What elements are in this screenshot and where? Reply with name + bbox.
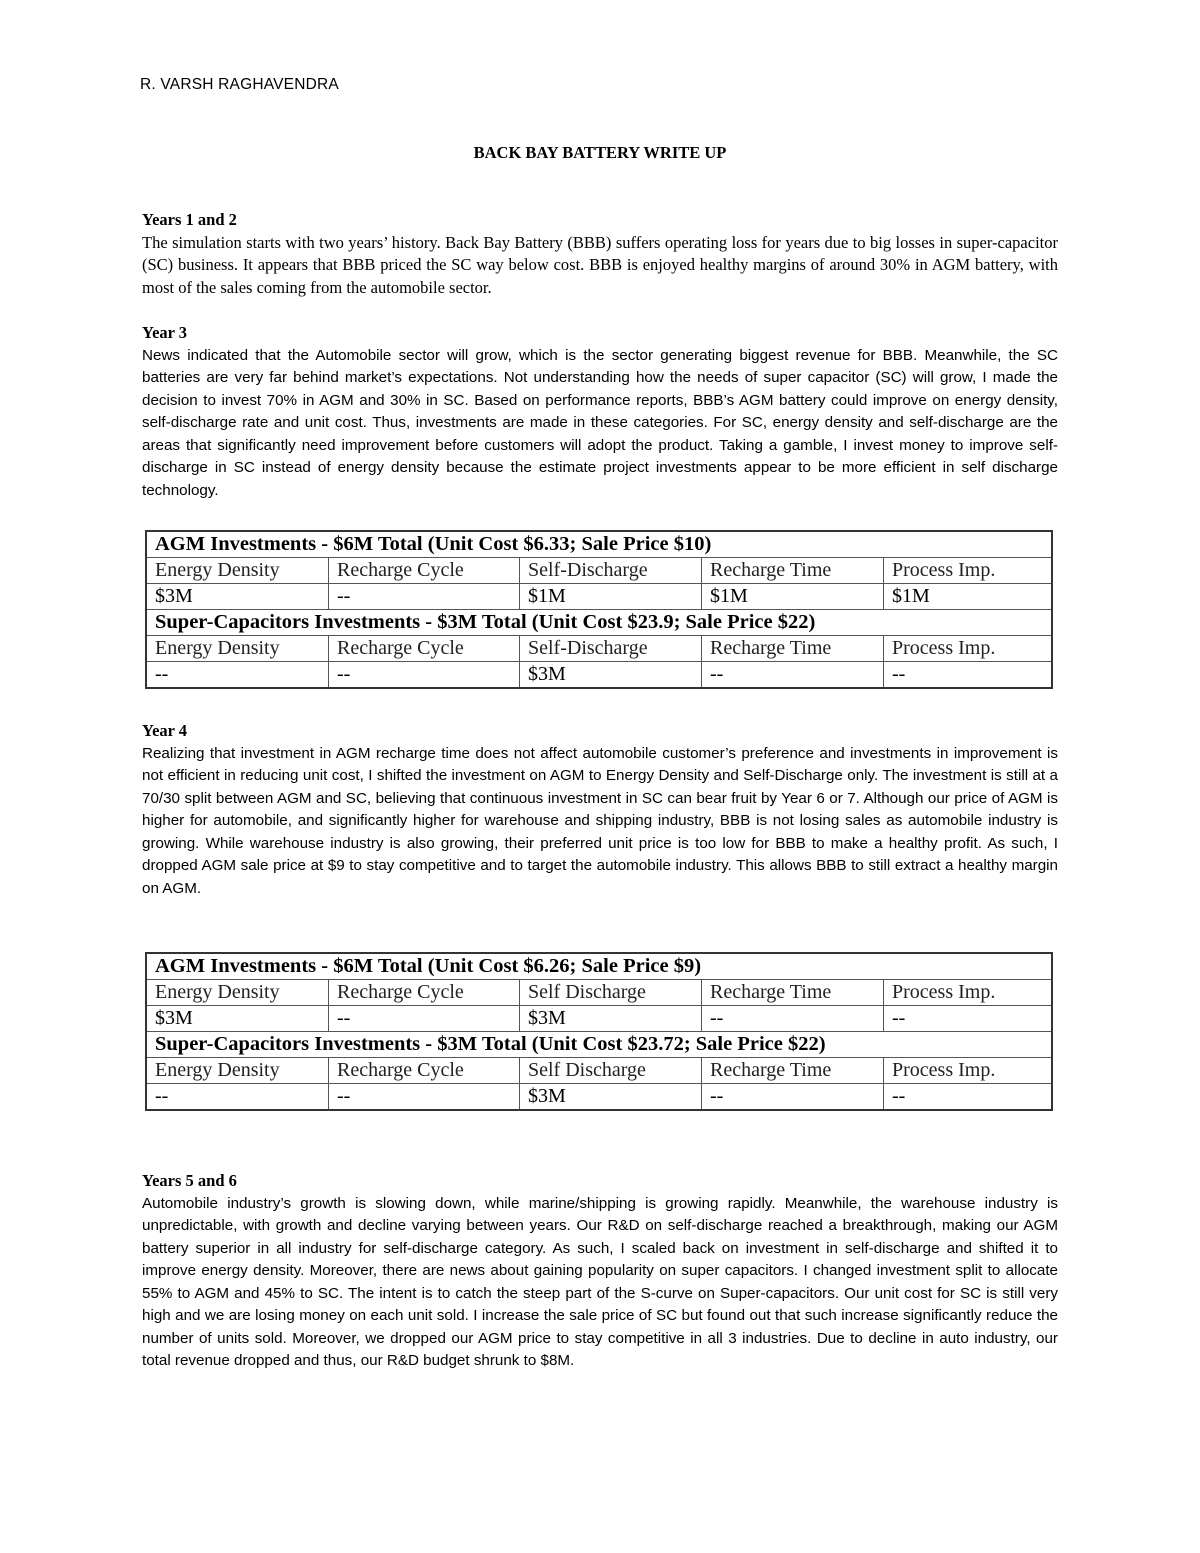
table-cell: $3M <box>520 1006 702 1032</box>
table-cell: $3M <box>146 584 329 610</box>
table-header-cell: Self-Discharge <box>520 636 702 662</box>
table-cell: $3M <box>146 1006 329 1032</box>
table-cell: -- <box>884 1006 1053 1032</box>
table-header-cell: Recharge Cycle <box>329 636 520 662</box>
table-header-cell: Recharge Time <box>702 558 884 584</box>
section-paragraph: News indicated that the Automobile sector will grow, which is the sector generating biggest revenue for BBB. Meanwhile, the SC batteries are very far behind market’s expectations. Not understanding how the needs of super capacitor (SC) will grow, I made the decision to invest 70% in AGM and 30% in SC. Based on performance reports, BBB’s AGM battery could improve on energy density, self-discharge rate and unit cost. Thus, investments are made in these categories. For SC, energy density and self-discharge are the areas that significantly need improvement before customers will adopt the product. Taking a gamble, I invest money to improve self-discharge in SC instead of energy density because the estimate project investments appear to be more efficient in self discharge technology. <box>142 346 1058 499</box>
sc-table-title: Super-Capacitors Investments - $3M Total (Unit Cost $23.9; Sale Price $22) <box>146 610 1052 636</box>
table-header-cell: Process Imp. <box>884 980 1053 1006</box>
table-header-cell: Energy Density <box>146 636 329 662</box>
section-year-4 <box>142 720 1058 900</box>
agm-table-title: AGM Investments - $6M Total (Unit Cost $6.26; Sale Price $9) <box>146 953 1052 980</box>
table-header-cell: Recharge Time <box>702 1058 884 1084</box>
section-paragraph: Realizing that investment in AGM recharge time does not affect automobile customer’s preference and investments in improvement is not efficient in reducing unit cost, I shifted the investment on AGM to Energy Density and Self-Discharge only. The investment is still at a 70/30 split between AGM and SC, believing that continuous investment in SC can bear fruit by Year 6 or 7. Although our price of AGM is higher for automobile, and significantly higher for warehouse and shipping industry, BBB is not losing sales as automobile industry is growing. While warehouse industry is also growing, their preferred unit price is too low for BBB to make a healthy profit. As such, I dropped AGM sale price at $9 to stay competitive and to target the automobile industry. This allows BBB to still extract a healthy margin on AGM. <box>142 744 1058 897</box>
table-cell: -- <box>329 662 520 689</box>
table-cell: -- <box>146 1084 329 1111</box>
table-cell: -- <box>329 1084 520 1111</box>
section-heading: Year 3 <box>142 323 188 342</box>
section-heading: Years 1 and 2 <box>142 210 237 229</box>
table-cell: $1M <box>702 584 884 610</box>
table-header-cell: Energy Density <box>146 980 329 1006</box>
table-header-cell: Recharge Cycle <box>329 980 520 1006</box>
table-cell: -- <box>884 1084 1053 1111</box>
investment-table-year-3 <box>145 530 1053 689</box>
table-header-cell: Process Imp. <box>884 1058 1053 1084</box>
section-paragraph: The simulation starts with two years’ history. Back Bay Battery (BBB) suffers operating loss for years due to big losses in super-capacitor (SC) business. It appears that BBB priced the SC way below cost. BBB is enjoyed healthy margins of around 30% in AGM battery, with most of the sales coming from the automobile sector. <box>142 232 1058 297</box>
section-paragraph: Automobile industry’s growth is slowing down, while marine/shipping is growing rapidly. Meanwhile, the warehouse industry is unpredictable, with growth and decline varying between years. Our R&D on self-discharge reached a breakthrough, making our AGM battery superior in all industry for self-discharge category. As such, I scaled back on investment in self-discharge and shifted it to improve energy density. Moreover, there are news about gaining popularity on super capacitors. I changed investment split to allocate 55% to AGM and 45% to SC. The intent is to catch the steep part of the S-curve on Super-capacitors. Our unit cost for SC is still very high and we are losing money on each unit sold. I increase the sale price of SC but found out that such increase significantly reduce the number of units sold. Moreover, we dropped our AGM price to stay competitive in all 3 industries. Due to decline in auto industry, our total revenue dropped and thus, our R&D budget shrunk to $8M. <box>142 1194 1058 1369</box>
table-header-cell: Energy Density <box>146 1058 329 1084</box>
table-header-cell: Recharge Time <box>702 980 884 1006</box>
table-cell: $3M <box>520 1084 702 1111</box>
section-year-3 <box>142 322 1058 502</box>
section-heading: Years 5 and 6 <box>142 1171 237 1190</box>
table-cell: $3M <box>520 662 702 689</box>
table-cell: $1M <box>520 584 702 610</box>
table-header-cell: Self-Discharge <box>520 558 702 584</box>
table-cell: -- <box>702 662 884 689</box>
table-cell: -- <box>329 1006 520 1032</box>
section-years-5-6 <box>142 1170 1058 1373</box>
table-header-cell: Self Discharge <box>520 980 702 1006</box>
table-header-cell: Process Imp. <box>884 636 1053 662</box>
table-cell: -- <box>884 662 1053 689</box>
sc-table-title: Super-Capacitors Investments - $3M Total (Unit Cost $23.72; Sale Price $22) <box>146 1032 1052 1058</box>
table-cell: -- <box>702 1084 884 1111</box>
section-years-1-2 <box>142 209 1058 299</box>
table-header-cell: Recharge Time <box>702 636 884 662</box>
table-header-cell: Recharge Cycle <box>329 558 520 584</box>
table-cell: $1M <box>884 584 1053 610</box>
table-header-cell: Recharge Cycle <box>329 1058 520 1084</box>
author-name: R. VARSH RAGHAVENDRA <box>140 76 339 93</box>
table-cell: -- <box>329 584 520 610</box>
table-header-cell: Self Discharge <box>520 1058 702 1084</box>
table-header-cell: Energy Density <box>146 558 329 584</box>
investment-table-year-4 <box>145 952 1053 1111</box>
table-header-cell: Process Imp. <box>884 558 1053 584</box>
section-heading: Year 4 <box>142 721 188 740</box>
table-cell: -- <box>702 1006 884 1032</box>
document-title: BACK BAY BATTERY WRITE UP <box>473 143 727 162</box>
table-cell: -- <box>146 662 329 689</box>
agm-table-title: AGM Investments - $6M Total (Unit Cost $6.33; Sale Price $10) <box>146 531 1052 558</box>
